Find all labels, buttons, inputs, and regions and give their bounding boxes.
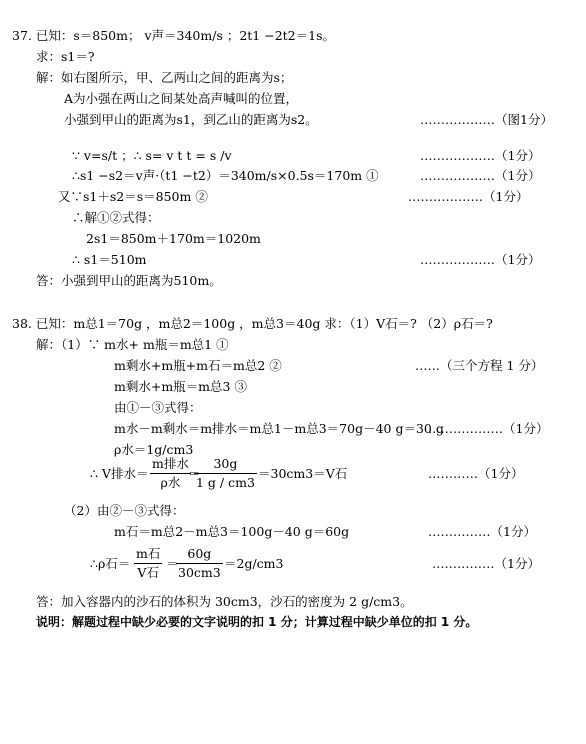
- fraction-bar: [176, 563, 223, 564]
- fraction-numerator: 60g: [187, 546, 212, 561]
- p37-result-s1: ∴ s1＝510m: [72, 252, 147, 267]
- p37-score-eq1: ………………（1分）: [420, 168, 541, 183]
- fraction-bar: [150, 473, 191, 474]
- p37-answer: 答：小强到甲山的距离为510m。: [36, 273, 222, 288]
- p38-score-equations: ……（三个方程 1 分）: [415, 358, 544, 373]
- p37-result-2s1: 2s1＝850m＋170m＝1020m: [86, 231, 261, 246]
- p38-eq3: m剩水+m瓶＝m总3 ③: [114, 379, 247, 394]
- p37-score-formula: ………………（1分）: [420, 148, 541, 163]
- p38-density-fraction-2: [176, 546, 223, 581]
- fraction-denominator: 30cm3: [178, 565, 221, 580]
- p38-density-equals: ＝: [166, 556, 179, 571]
- p38-eq2: m剩水+m瓶+m石＝m总2 ②: [114, 358, 282, 373]
- p37-score-eq2: ………………（1分）: [408, 189, 529, 204]
- p37-solution-intro: 解：如右图所示，甲、乙两山之间的距离为s；: [36, 70, 293, 85]
- p38-density-result: ＝2g/cm3: [224, 556, 284, 571]
- p37-score-result: ………………（1分）: [420, 252, 541, 267]
- p38-water-density: ρ水＝1g/cm3: [114, 442, 194, 457]
- p38-given: 38. 已知：m总1＝70g ，m总2＝100g ，m总3＝40g 求：（1）V石＝? （2）ρ石＝?: [12, 316, 493, 331]
- p38-score-density: ……………（1分）: [432, 556, 540, 571]
- fraction-denominator: 1 g / cm3: [196, 475, 255, 490]
- fraction-denominator: V石: [137, 565, 159, 580]
- p37-solve-step: ∴解①②式得：: [72, 210, 160, 225]
- p38-answer: 答：加入容器内的沙石的体积为 30cm3，沙石的密度为 2 g/cm3。: [36, 594, 413, 609]
- p38-density-fraction-1: [134, 546, 162, 581]
- p37-position-desc: A为小强在两山之间某处高声喊叫的位置，: [64, 91, 299, 106]
- p38-volume-prefix: ∴ V排水＝: [90, 466, 149, 481]
- p38-displaced-water-mass: m水－m剩水＝m排水＝m总1－m总3＝70g－40 g＝30 g: [114, 421, 444, 436]
- fraction-bar: [194, 473, 257, 474]
- fraction-numerator: m石: [136, 546, 161, 561]
- p38-eq1: 解：（1）∵ m水+ m瓶＝m总1 ①: [36, 337, 229, 352]
- p37-score-diagram: ………………（图1分）: [420, 112, 553, 127]
- p37-equation-1: ∴s1 −s2＝v声·（t1 −t2）＝340m/s×0.5s＝170m ①: [72, 168, 379, 183]
- grading-note: 说明：解题过程中缺少必要的文字说明的扣 1 分；计算过程中缺少单位的扣 1 分。: [36, 615, 478, 629]
- p38-score-volume: …………（1分）: [428, 466, 524, 481]
- p38-volume-result: ＝30cm3＝V石: [258, 466, 348, 481]
- p37-given: 37. 已知：s＝850m； v声＝340m/s ；2t1 −2t2＝1s。: [12, 28, 335, 43]
- p38-stone-mass: m石＝m总2－m总3＝100g－40 g＝60g: [114, 524, 350, 539]
- p38-score-mass: ………………（1分）: [428, 421, 549, 436]
- fraction-bar: [134, 563, 162, 564]
- p38-volume-fraction-2: [194, 456, 257, 491]
- p38-volume-equals: ＝: [188, 466, 201, 481]
- p38-volume-fraction-1: [150, 456, 191, 491]
- fraction-denominator: ρ水: [160, 475, 181, 490]
- p38-solve-step-2: （2）由②－③式得：: [64, 503, 185, 518]
- p38-solve-step-1: 由①－③式得：: [114, 400, 202, 415]
- p38-density-prefix: ∴ρ石＝: [90, 556, 131, 571]
- p37-find: 求：s1＝?: [36, 49, 95, 64]
- p38-score-stone-mass: ……………（1分）: [428, 524, 536, 539]
- p37-distance-desc: 小强到甲山的距离为s1，到乙山的距离为s2。: [64, 112, 318, 127]
- fraction-numerator: 30g: [213, 456, 238, 471]
- p37-formula: ∵ v=s/t ；∴ s= v t t = s /v: [72, 148, 232, 163]
- p37-equation-2: 又∵s1＋s2＝s＝850m ②: [58, 189, 208, 204]
- fraction-numerator: m排水: [152, 456, 189, 471]
